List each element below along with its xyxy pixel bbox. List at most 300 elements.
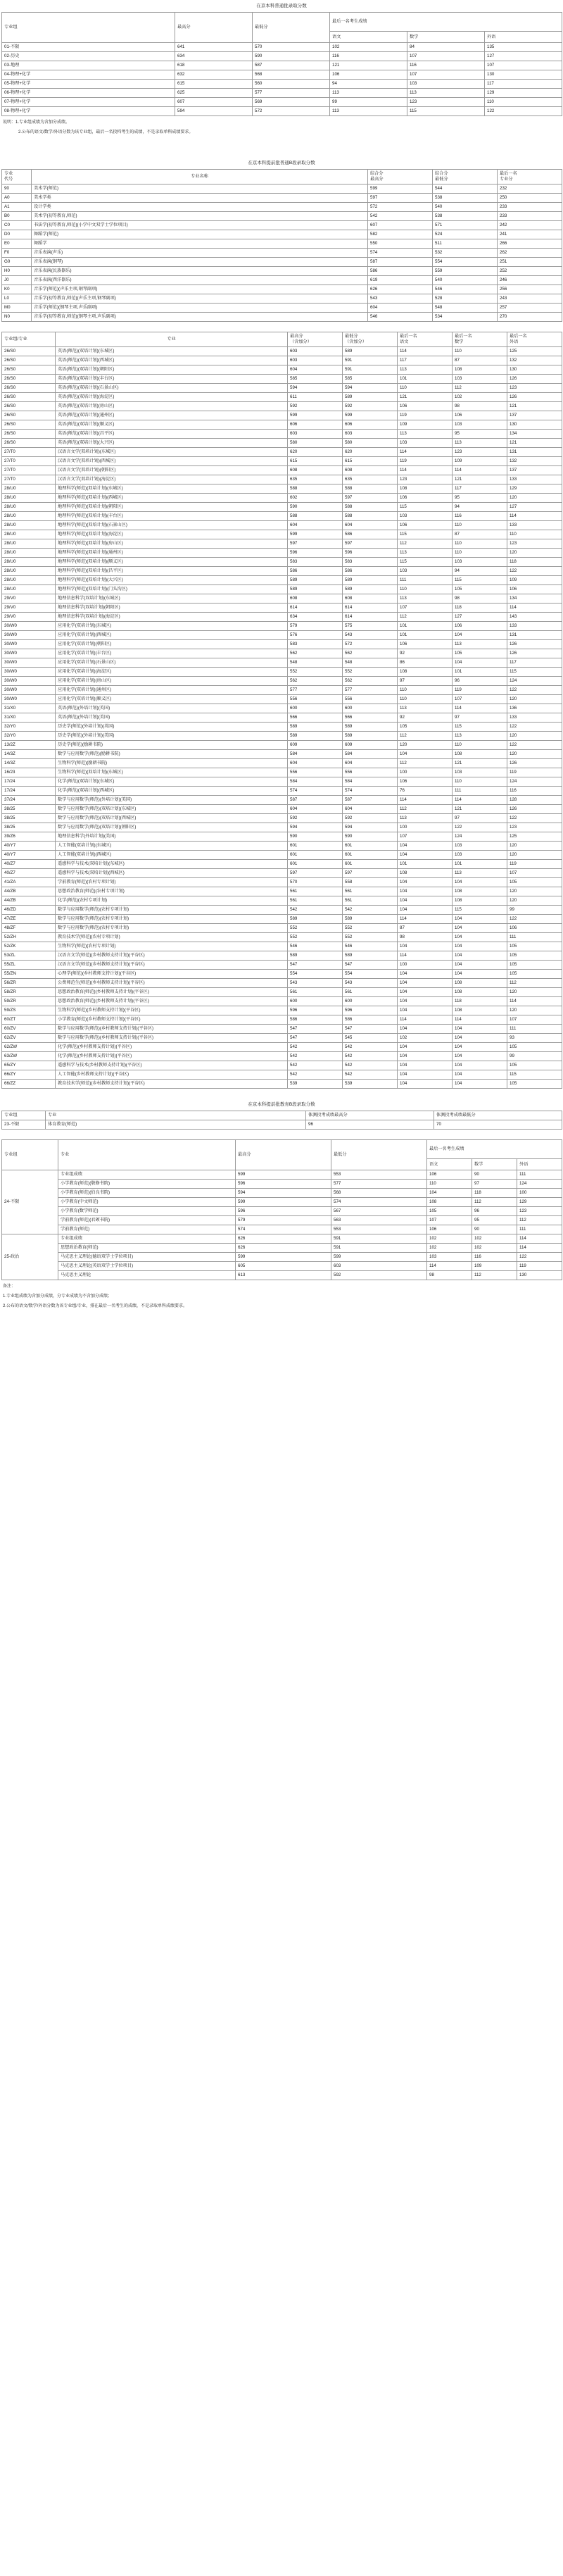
- table-row: [2, 258, 562, 267]
- table-cell: 113: [330, 89, 407, 98]
- table-cell: 133: [507, 521, 562, 530]
- table-cell: 548: [343, 658, 398, 668]
- table-cell: 122: [485, 107, 562, 116]
- table-cell: 55/ZN: [2, 970, 56, 979]
- table-row: [2, 1207, 562, 1216]
- table-cell: 547: [288, 1025, 343, 1034]
- table-row: [2, 52, 562, 61]
- table-cell: 32/Y0: [2, 732, 56, 741]
- table-cell: 心理学(师范)(乡村教师支持计划)(平谷区): [56, 970, 288, 979]
- table-cell: 590: [253, 52, 330, 61]
- table-cell: 114: [517, 1234, 562, 1244]
- table-cell: 597: [368, 194, 433, 203]
- table-cell: 136: [507, 704, 562, 713]
- table-cell: 532: [433, 249, 498, 258]
- header-min: 最低分: [331, 1140, 427, 1170]
- table-row: [2, 869, 562, 878]
- header-last-major-score: [498, 170, 562, 185]
- table-cell: 266: [498, 239, 562, 249]
- table-cell: 104: [398, 887, 453, 896]
- table-cell: 241: [498, 230, 562, 239]
- table-cell: 589: [288, 576, 343, 585]
- table-cell: 87: [398, 924, 453, 933]
- table-cell: 地理科学(师范)(双培计划)(顺义区): [56, 558, 288, 567]
- table-cell: 舞蹈学: [32, 239, 368, 249]
- table-row: [2, 466, 562, 475]
- table-cell: 104: [398, 1080, 453, 1089]
- table-cell: 103: [398, 512, 453, 521]
- table-cell: 613: [236, 1271, 331, 1280]
- table-cell: 104: [398, 906, 453, 915]
- table-cell: 数学与应用数学(师范)(双培计划)(朝阳区): [56, 823, 288, 832]
- table-cell: 607: [175, 98, 253, 107]
- table-cell: 124: [507, 677, 562, 686]
- table-cell: 599: [236, 1170, 331, 1180]
- table-cell: 地理科学(师范)(双培计划)(朝阳区): [56, 503, 288, 512]
- header-group: 专业组: [2, 1111, 46, 1120]
- header-comp-max-line2: 最高分: [370, 177, 384, 182]
- table-cell: 589: [288, 723, 343, 732]
- table-cell: 110: [453, 741, 507, 750]
- table-cell: L0: [2, 294, 32, 304]
- table-cell: 594: [288, 823, 343, 832]
- table-cell: 26/S0: [2, 420, 56, 430]
- table-cell: 597: [343, 539, 398, 549]
- table-row: [2, 567, 562, 576]
- table-cell: 113: [330, 107, 407, 116]
- table-cell: 112: [398, 613, 453, 622]
- table-cell: 543: [288, 979, 343, 988]
- table-row: [2, 384, 562, 393]
- table-cell: 地理科学(师范)(双培计划)(大兴区): [56, 576, 288, 585]
- table-cell: 575: [343, 622, 398, 631]
- table-cell: 569: [253, 98, 330, 107]
- table-cell: 94: [453, 567, 507, 576]
- table-cell: 114: [398, 796, 453, 805]
- table-row: [2, 402, 562, 411]
- table-cell: 102: [472, 1244, 517, 1253]
- table-cell: 606: [343, 420, 398, 430]
- table-cell: 588: [343, 512, 398, 521]
- table-cell: 604: [288, 365, 343, 375]
- table-cell: 108: [453, 1006, 507, 1015]
- table-cell: 28/U0: [2, 558, 56, 567]
- table-cell: 542: [343, 906, 398, 915]
- table-cell: 40/Y7: [2, 842, 56, 851]
- table-cell: 586: [288, 567, 343, 576]
- table-cell: 601: [343, 842, 398, 851]
- table-cell: 人工智能(双培计划)(东城区): [56, 842, 288, 851]
- table-cell: A0: [2, 194, 32, 203]
- table-cell: 44/ZB: [2, 896, 56, 906]
- table-cell: 教育技术学(师范)(乡村教师支持计划)(平谷区): [56, 1080, 288, 1089]
- table-cell: 114: [398, 347, 453, 356]
- table-row: [2, 933, 562, 942]
- table-cell: 地理科学(师范)(双培计划)(海淀区): [56, 530, 288, 539]
- table-cell: 585: [343, 375, 398, 384]
- table-cell: 66/ZZ: [2, 1080, 56, 1089]
- header-last-ma-line1: 最后一名: [455, 334, 472, 339]
- table-cell: 汉语言文学(师范)(乡村教师支持计划)(平谷区): [56, 961, 288, 970]
- header-foreign: 外语: [517, 1159, 562, 1170]
- table-row: [2, 512, 562, 521]
- table-cell: 地理信息科学(双培计划)(海淀区): [56, 613, 288, 622]
- table-cell: 16/23: [2, 768, 56, 777]
- table-cell: 614: [343, 604, 398, 613]
- table-cell: 599: [288, 530, 343, 539]
- table-cell: 131: [507, 448, 562, 457]
- table-cell: 地理科学(师范)(双培计划)(西城区): [56, 494, 288, 503]
- header-group: 专业组: [2, 13, 175, 43]
- table-cell: 书法学(初等教育,师范)(小学中文双学士学位项目): [32, 221, 368, 230]
- table-row: [2, 576, 562, 585]
- header-foreign: 外语: [485, 32, 562, 43]
- table-cell: 数学与应用数学(师范)(农村专项计划): [56, 924, 288, 933]
- table-cell: 143: [507, 613, 562, 622]
- table-cell: 596: [236, 1180, 331, 1189]
- table-cell: 130: [507, 365, 562, 375]
- header-max-line1: 最高分: [290, 334, 303, 339]
- table-cell: 40/Y7: [2, 851, 56, 860]
- table-cell: 542: [343, 1052, 398, 1061]
- table-cell: 137: [507, 466, 562, 475]
- table-cell: 47/ZE: [2, 915, 56, 924]
- table-cell: 579: [236, 1216, 331, 1225]
- table-cell: 120: [507, 887, 562, 896]
- table-cell: 574: [331, 1198, 427, 1207]
- table-row: [2, 1043, 562, 1052]
- table-row: [2, 249, 562, 258]
- header-max: 最高分: [175, 13, 253, 43]
- table-cell: 604: [288, 759, 343, 768]
- table-cell: 590: [343, 832, 398, 842]
- table-cell: 576: [288, 631, 343, 640]
- table-cell: 122: [507, 741, 562, 750]
- table-cell: 105: [507, 1043, 562, 1052]
- table-cell: 23-不限: [2, 1120, 46, 1130]
- table-cell: 思想政治教育(师范)(乡村教师支持计划)(平谷区): [56, 997, 288, 1006]
- table-row: [2, 420, 562, 430]
- table-row: [2, 521, 562, 530]
- table-cell: 120: [507, 732, 562, 741]
- table-cell: 55/ZL: [2, 961, 56, 970]
- header-last-line1: 最后一名: [500, 171, 517, 176]
- table-cell: 30/W0: [2, 622, 56, 631]
- spacer: [1, 1130, 562, 1139]
- admissions-score-document: [0, 3, 563, 1318]
- table-cell: 110: [398, 585, 453, 594]
- table-cell: 233: [498, 203, 562, 212]
- section1-notes: [3, 119, 562, 137]
- table-cell: 103: [453, 851, 507, 860]
- table-cell: 100: [398, 768, 453, 777]
- table-cell: 599: [236, 1198, 331, 1207]
- table-row: [2, 393, 562, 402]
- table-row: [2, 594, 562, 604]
- table-cell: 585: [288, 375, 343, 384]
- table-row: [2, 356, 562, 365]
- table-row: [2, 1244, 562, 1253]
- table-cell: 562: [343, 677, 398, 686]
- table-cell: 130: [485, 70, 562, 80]
- table-cell: 129: [485, 89, 562, 98]
- table-cell: 27/T0: [2, 466, 56, 475]
- table-cell: 音乐表演(民族器乐): [32, 267, 368, 276]
- table-cell: 100: [517, 1189, 562, 1198]
- table-row: [2, 649, 562, 658]
- table-cell: 人工智能(双培计划)(西城区): [56, 851, 288, 860]
- table-cell: 115: [453, 723, 507, 732]
- table-cell: 603: [288, 356, 343, 365]
- table-row: [2, 1234, 562, 1244]
- table-cell: 113: [398, 549, 453, 558]
- table-cell: 589: [288, 732, 343, 741]
- table-cell: 32/Y0: [2, 723, 56, 732]
- table-cell: 126: [507, 759, 562, 768]
- header-major: 专业: [58, 1140, 236, 1170]
- table-cell: 574: [236, 1225, 331, 1234]
- table-cell: 119: [507, 860, 562, 869]
- table-row: [2, 961, 562, 970]
- table-cell: 542: [343, 1070, 398, 1080]
- table-cell: 56/ZR: [2, 979, 56, 988]
- table-cell: 109: [398, 420, 453, 430]
- table-cell: 地理科学(师范)(双培计划)(昌平区): [56, 567, 288, 576]
- table-cell: 40/Z7: [2, 869, 56, 878]
- table-cell: 561: [288, 896, 343, 906]
- table-cell: J0: [2, 276, 32, 285]
- table-row: [2, 276, 562, 285]
- section1-table: [1, 12, 562, 116]
- table-cell: 66/ZY: [2, 1070, 56, 1080]
- table-cell: 地理科学(师范)(双培计划)(门头沟区): [56, 585, 288, 594]
- table-cell: 地理科学(师范)(双培计划)(丰台区): [56, 512, 288, 521]
- table-cell: 106: [507, 924, 562, 933]
- table-cell: 118: [453, 604, 507, 613]
- table-cell: 542: [288, 1052, 343, 1061]
- section2-caption: 在京本科提前批普通B段录取分数: [248, 161, 315, 165]
- table-cell: 567: [331, 1207, 427, 1216]
- table-cell: 125: [507, 832, 562, 842]
- table-cell: 化学(师范)(乡村教师支持计划)(平谷区): [56, 1052, 288, 1061]
- table-cell: 52/ZK: [2, 942, 56, 951]
- header-math: 数学: [407, 32, 485, 43]
- table-cell: 112: [472, 1198, 517, 1207]
- table-cell: 123: [517, 1207, 562, 1216]
- table-cell: 232: [498, 185, 562, 194]
- table-cell: 589: [343, 723, 398, 732]
- table-cell: 121: [398, 393, 453, 402]
- table-cell: 553: [331, 1225, 427, 1234]
- table-cell: 98: [427, 1271, 472, 1280]
- table-cell: 550: [368, 239, 433, 249]
- table-row: [2, 285, 562, 294]
- table-cell: 106: [330, 70, 407, 80]
- table-cell: 596: [343, 1006, 398, 1015]
- table-cell: 109: [507, 576, 562, 585]
- table-cell: 103: [427, 1253, 472, 1262]
- table-cell: 97: [472, 1180, 517, 1189]
- table-cell: 104: [453, 970, 507, 979]
- table-cell: 107: [398, 604, 453, 613]
- table-cell: 28/U0: [2, 539, 56, 549]
- table-cell: 音乐学(师范)(声乐主项,钢琴副项): [32, 285, 368, 294]
- table-cell: 577: [253, 89, 330, 98]
- table-cell: 38/25: [2, 805, 56, 814]
- header-comp-min-line1: 综合分: [435, 171, 448, 176]
- table-cell: 115: [453, 906, 507, 915]
- table-cell: 53/ZL: [2, 951, 56, 961]
- table-cell: 122: [507, 686, 562, 695]
- table-cell: 100: [398, 823, 453, 832]
- table-cell: 汉语言文学(双培计划)(朝阳区): [56, 466, 288, 475]
- table-cell: 243: [498, 294, 562, 304]
- header-major-code: [2, 170, 32, 185]
- table-cell: 110: [453, 549, 507, 558]
- table-cell: 602: [288, 494, 343, 503]
- section4-caption: 在京本科提前批教育B段录取分数: [248, 1102, 315, 1107]
- table-cell: 556: [288, 768, 343, 777]
- table-row: [2, 1120, 562, 1130]
- header-major-name: 专业名称: [32, 170, 368, 185]
- table-cell: 28/U0: [2, 512, 56, 521]
- table-cell: 123: [407, 98, 485, 107]
- table-cell: 117: [398, 356, 453, 365]
- table-cell: 63/ZW: [2, 1052, 56, 1061]
- table-cell: 600: [288, 997, 343, 1006]
- table-row: [2, 787, 562, 796]
- table-cell: 114: [507, 997, 562, 1006]
- table-cell: 121: [507, 439, 562, 448]
- table-cell: 104: [398, 851, 453, 860]
- table-cell: 587: [253, 61, 330, 70]
- table-cell: 607: [368, 221, 433, 230]
- table-cell: 579: [288, 622, 343, 631]
- table-cell: 遥感科学与技术(乡村教师支持计划)(平谷区): [56, 1061, 288, 1070]
- table-cell: 历史学(师范)(外培计划)(美国): [56, 732, 288, 741]
- table-cell: 应用化学(双培计划)(石景山区): [56, 658, 288, 668]
- table-cell: 马克思主义理论(英语双学士学位项目): [58, 1262, 236, 1271]
- table-cell: 104: [398, 997, 453, 1006]
- table-cell: 127: [507, 503, 562, 512]
- table-cell: C0: [2, 221, 32, 230]
- table-cell: 591: [331, 1234, 427, 1244]
- table-cell: 552: [343, 668, 398, 677]
- table-cell: 104: [453, 1025, 507, 1034]
- table-cell: 26/S0: [2, 411, 56, 420]
- table-cell: 106: [398, 777, 453, 787]
- table-cell: 543: [343, 979, 398, 988]
- table-cell: 542: [288, 1070, 343, 1080]
- section4-table: [1, 1111, 562, 1130]
- table-cell: 597: [343, 869, 398, 878]
- table-cell: 119: [517, 1262, 562, 1271]
- table-cell: 574: [368, 249, 433, 258]
- table-cell: 小学教育(师范)(敬修书院): [58, 1180, 236, 1189]
- table-cell: 600: [343, 997, 398, 1006]
- header-max: 最高分: [236, 1140, 331, 1170]
- table-cell: 110: [427, 1180, 472, 1189]
- table-cell: 552: [343, 933, 398, 942]
- table-cell: 110: [398, 384, 453, 393]
- table-row: [2, 558, 562, 567]
- table-row: [2, 194, 562, 203]
- table-cell: 104: [453, 658, 507, 668]
- table-cell: 97: [398, 677, 453, 686]
- table-cell: 95: [453, 494, 507, 503]
- table-cell: N0: [2, 313, 32, 322]
- table-cell: 584: [288, 777, 343, 787]
- table-cell: 87: [453, 530, 507, 539]
- table-cell: 48/ZF: [2, 924, 56, 933]
- table-cell: 音乐表演(西洋器乐): [32, 276, 368, 285]
- table-cell: 120: [398, 741, 453, 750]
- table-cell: 606: [288, 420, 343, 430]
- table-cell: 28/U0: [2, 484, 56, 494]
- table-cell: 04-物理+化学: [2, 70, 175, 80]
- header-phys-min: 体测投考成绩最低分: [434, 1111, 562, 1120]
- table-row: [2, 494, 562, 503]
- table-cell: 584: [343, 777, 398, 787]
- table-cell: 117: [507, 658, 562, 668]
- table-cell: 577: [343, 686, 398, 695]
- table-cell: 107: [427, 1216, 472, 1225]
- table-cell: 611: [288, 393, 343, 402]
- table-cell: 562: [343, 649, 398, 658]
- table-cell: 122: [507, 567, 562, 576]
- table-cell: 105: [507, 970, 562, 979]
- table-cell: 87: [453, 356, 507, 365]
- table-cell: 110: [453, 539, 507, 549]
- table-cell: 地理科学(师范)(双培计划)(东城区): [56, 484, 288, 494]
- table-cell: 120: [507, 851, 562, 860]
- table-row: [2, 439, 562, 448]
- table-cell: 596: [343, 549, 398, 558]
- table-row: [2, 185, 562, 194]
- table-cell: 246: [498, 276, 562, 285]
- table-row: [2, 239, 562, 249]
- note-line: 1.专业组成绩为含加分成绩，分专业成绩为不含加分成绩；: [3, 1294, 113, 1299]
- table-cell: 109: [453, 457, 507, 466]
- header-min-line1: 最低分: [345, 334, 358, 339]
- table-cell: 589: [343, 951, 398, 961]
- table-cell: 思想政治教育(师范)(农村专项计划): [56, 887, 288, 896]
- table-row: [2, 411, 562, 420]
- table-cell: 96: [453, 677, 507, 686]
- table-cell: 118: [472, 1189, 517, 1198]
- table-cell: 257: [498, 304, 562, 313]
- table-cell: 586: [288, 1015, 343, 1025]
- table-cell: 608: [343, 466, 398, 475]
- table-cell: 538: [433, 212, 498, 221]
- table-cell: 98: [453, 402, 507, 411]
- table-cell: 123: [507, 823, 562, 832]
- table-cell: 马克思主义理论(德语双学士学位项目): [58, 1253, 236, 1262]
- table-cell: 608: [288, 594, 343, 604]
- table-cell: 113: [453, 732, 507, 741]
- table-cell: 556: [343, 768, 398, 777]
- table-cell: 587: [368, 258, 433, 267]
- table-cell: 27/T0: [2, 448, 56, 457]
- table-cell: 583: [343, 558, 398, 567]
- table-cell: 遥感科学与技术(双培计划)(西城区): [56, 869, 288, 878]
- table-cell: 101: [398, 631, 453, 640]
- table-cell: 109: [472, 1262, 517, 1271]
- table-cell: 26/S0: [2, 356, 56, 365]
- table-cell: 560: [253, 80, 330, 89]
- table-cell: 546: [368, 313, 433, 322]
- table-row: [2, 448, 562, 457]
